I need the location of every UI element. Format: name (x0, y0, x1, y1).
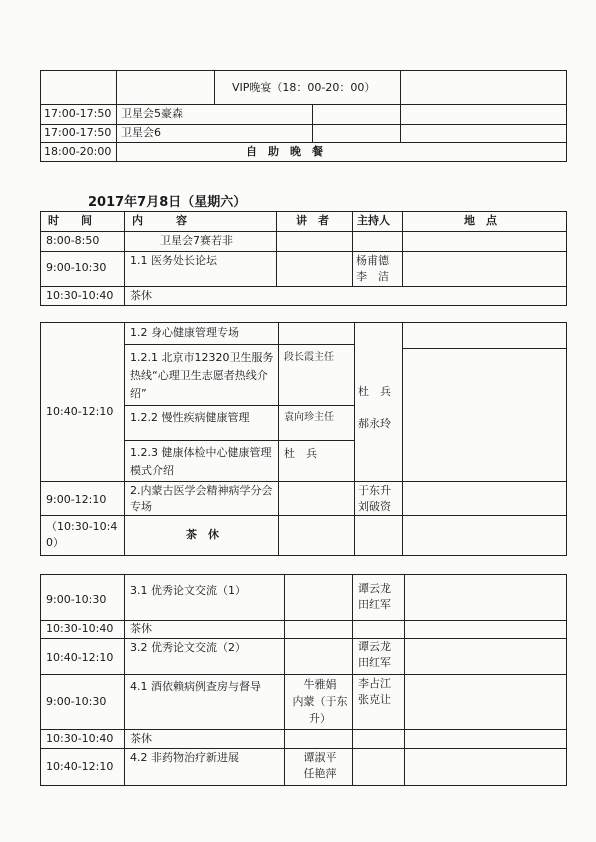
table-row-content: 4.1 酒依赖病例查房与督导 (130, 680, 261, 693)
table-row-time: 17:00-17:50 (44, 107, 112, 120)
table-row-time: 9:00-10:30 (46, 695, 107, 708)
session-time: 9:00-12:10 (46, 493, 107, 506)
header-speaker: 讲 者 (296, 214, 329, 227)
table-row-time: 8:00-8:50 (46, 234, 100, 247)
table-row-content: 茶休 (130, 622, 152, 635)
table-row-content: 茶休 (130, 289, 152, 302)
session-title: 1.2 身心健康管理专场 (130, 326, 239, 339)
day-heading: 2017年7月8日（星期六） (88, 195, 247, 210)
session-speaker: 段长霞主任 (284, 352, 334, 363)
table-row-host: 谭云龙 田红军 (358, 640, 391, 669)
header-host: 主持人 (357, 214, 390, 227)
vip-dinner: VIP晚宴（18：00-20：00） (232, 81, 376, 94)
table-row-content: 茶休 (130, 732, 152, 745)
table-row-content: 卫星会5豪森 (121, 107, 183, 120)
table-row-content: 自 助 晚 餐 (246, 145, 323, 158)
table-row-time: 10:40-12:10 (46, 760, 114, 773)
table-row-time: 9:00-10:30 (46, 593, 107, 606)
header-location: 地 点 (464, 214, 497, 227)
session-title: 茶 休 (186, 528, 219, 541)
session-time: 10:40-12:10 (46, 405, 114, 418)
table-row-speaker: 牛雅娟 内蒙（于东升） (292, 678, 348, 725)
table-row-time: 17:00-17:50 (44, 126, 112, 139)
table-row-content: 1.1 医务处长论坛 (130, 254, 217, 267)
table-row-time: 10:40-12:10 (46, 651, 114, 664)
session-item: 1.2.2 慢性疾病健康管理 (130, 411, 250, 424)
table-row-host: 谭云龙 田红军 (358, 582, 391, 611)
session-item: 1.2.1 北京市12320卫生服务热线“心理卫生志愿者热线介绍” (130, 351, 274, 400)
table-row-time: 9:00-10:30 (46, 261, 107, 274)
table-row-content: 3.1 优秀论文交流（1） (130, 584, 246, 597)
session-time: （10:30-10:40） (46, 520, 118, 549)
table-row-content: 卫星会7赛若非 (160, 234, 233, 247)
table-row-time: 10:30-10:40 (46, 622, 114, 635)
table-row-speaker: 谭淑平 任艳萍 (303, 751, 337, 780)
table-row-time: 10:30-10:40 (46, 732, 114, 745)
table-row-content: 4.2 非药物治疗新进展 (130, 751, 239, 764)
table-row-time: 18:00-20:00 (44, 145, 112, 158)
table-row-host: 杨甫德 李 洁 (356, 254, 389, 283)
session-host: 杜 兵 郝永玲 (358, 385, 391, 430)
session-title: 2.内蒙古医学会精神病学分会专场 (130, 484, 273, 513)
session-speaker: 杜 兵 (284, 447, 317, 460)
session-host: 于东升 刘破资 (358, 484, 391, 513)
session-speaker: 袁向珍主任 (284, 412, 334, 423)
session-item: 1.2.3 健康体检中心健康管理模式介绍 (130, 446, 272, 477)
table-row-content: 3.2 优秀论文交流（2） (130, 641, 246, 654)
table-row-host: 李占江 张克让 (358, 677, 391, 706)
header-time: 时 间 (48, 214, 92, 227)
table-row-content: 卫星会6 (121, 126, 161, 139)
header-content: 内 容 (132, 214, 187, 227)
table-row-time: 10:30-10:40 (46, 289, 114, 302)
